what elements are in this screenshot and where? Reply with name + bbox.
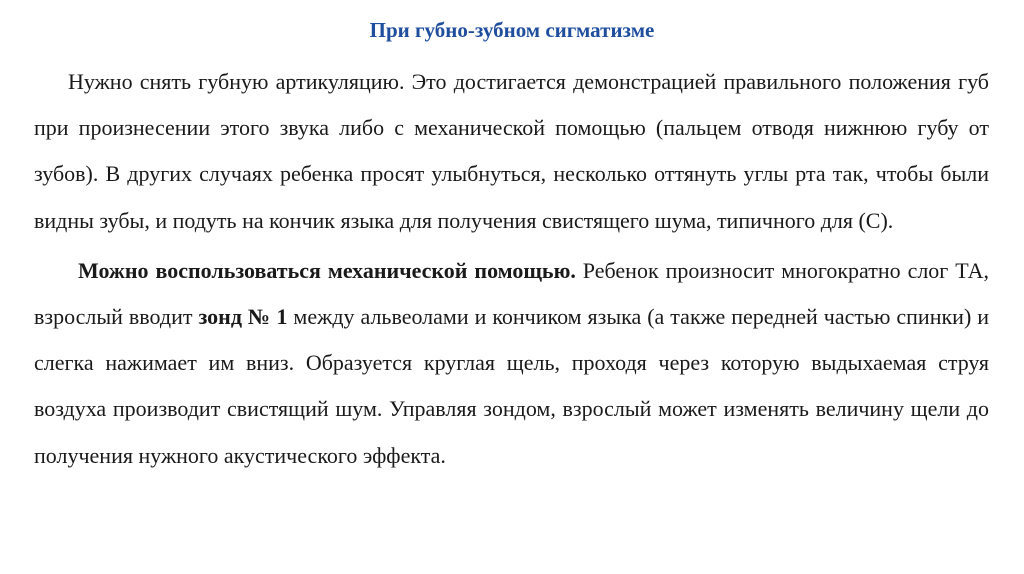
slide-title: При губно-зубном сигматизме	[369, 18, 655, 42]
paragraph-1: Нужно снять губную артикуляцию. Это достигается демонстрацией правильного положения губ при произнесении этого звука либо с механической помощью (пальцем отводя нижнюю губу от зубов). В других случаях ребенка просят улыбнуться, несколько оттянуть углы рта так, чтобы были видны зубы, и подуть на кончик языка для получения свистящего шума, типичного для (С).	[34, 69, 989, 233]
slide-body	[34, 59, 989, 479]
paragraph-2	[34, 248, 989, 479]
paragraph-2-text-1: Ребенок произносит многократно слог ТА, взрослый вводит	[34, 257, 989, 330]
paragraph-2-lead-bold: Можно воспользоваться механической помощью.	[78, 257, 576, 283]
probe-number-bold: зонд № 1	[198, 304, 288, 330]
paragraph-2-text-2: между альвеолами и кончиком языка (а также передней частью спинки) и слегка нажимает им вниз. Образуется круглая щель, проходя через которую выдыхаемая струя воздуха производит свистящий шум. Управляя зондом, взрослый может изменять величину щели до получения нужного акустического эффекта.	[34, 304, 990, 468]
